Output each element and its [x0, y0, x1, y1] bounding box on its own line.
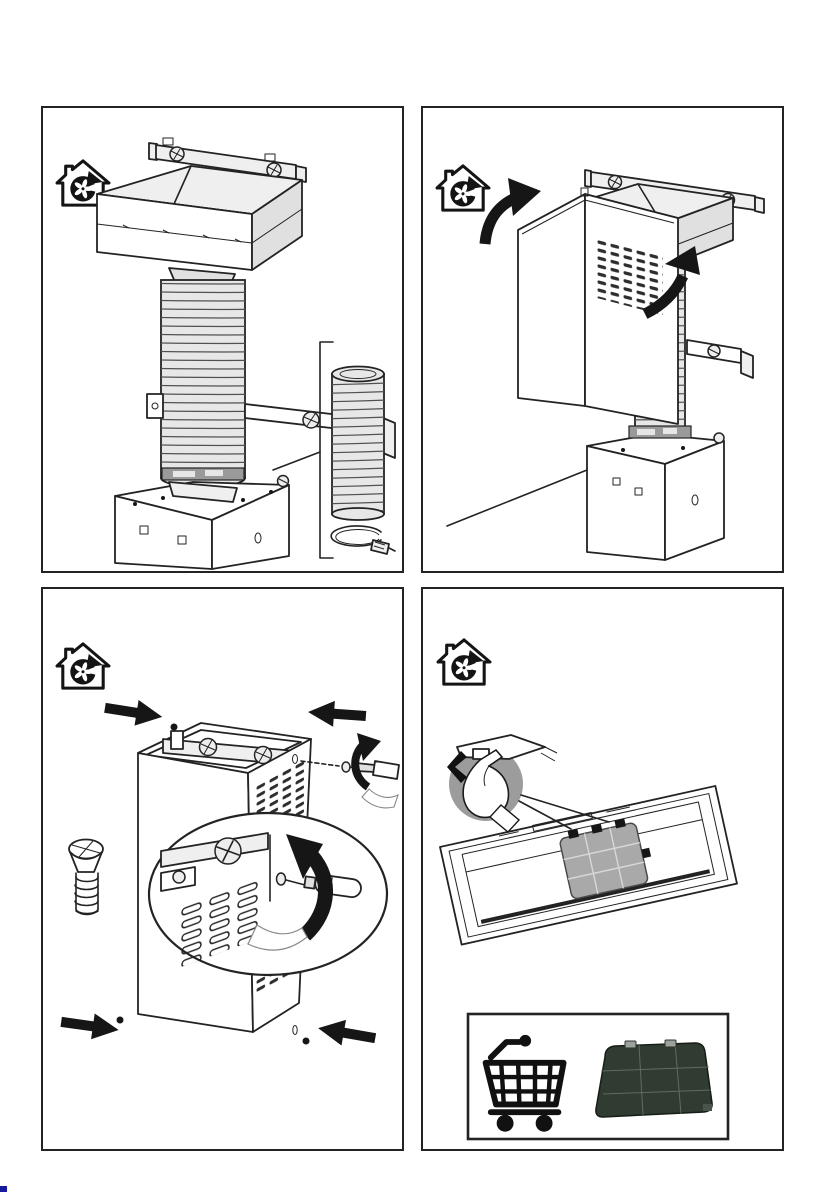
black-arrow-top-left: [103, 695, 164, 730]
screw-top-left: [171, 724, 178, 731]
wall-corner-line: [447, 470, 587, 526]
step-panel-3: [41, 587, 404, 1151]
chimney-support: [115, 476, 289, 570]
countersunk-screw: [69, 840, 103, 915]
hose-clamp: [331, 526, 395, 554]
hose-collar-band: [629, 426, 691, 438]
recirculation-house-icon: [437, 166, 489, 210]
hose-collar-band: [162, 468, 244, 480]
black-arrow-top-right: [307, 699, 367, 729]
step-panel-4: [421, 587, 784, 1151]
magnifier-detail: [149, 813, 387, 975]
step-panel-2: [421, 106, 784, 573]
black-arrow-bottom-left: [59, 1009, 120, 1043]
callout-flexible-hose: [332, 367, 384, 521]
flexible-hose: [161, 268, 245, 487]
corner-page-mark: [0, 1186, 7, 1192]
purchase-box: [468, 1014, 728, 1139]
step-panel-1: [41, 106, 404, 573]
recirculation-house-icon: [57, 644, 109, 688]
black-arrow-bottom-right: [316, 1015, 378, 1051]
chimney-support: [587, 426, 724, 560]
screw-bottom-right: [303, 1038, 310, 1045]
screw-bottom-left: [117, 1017, 124, 1024]
wall-bracket: [687, 340, 753, 378]
air-deflector: [97, 166, 302, 270]
charcoal-filter-photo: [596, 1040, 712, 1117]
recirculation-house-icon: [438, 640, 490, 684]
